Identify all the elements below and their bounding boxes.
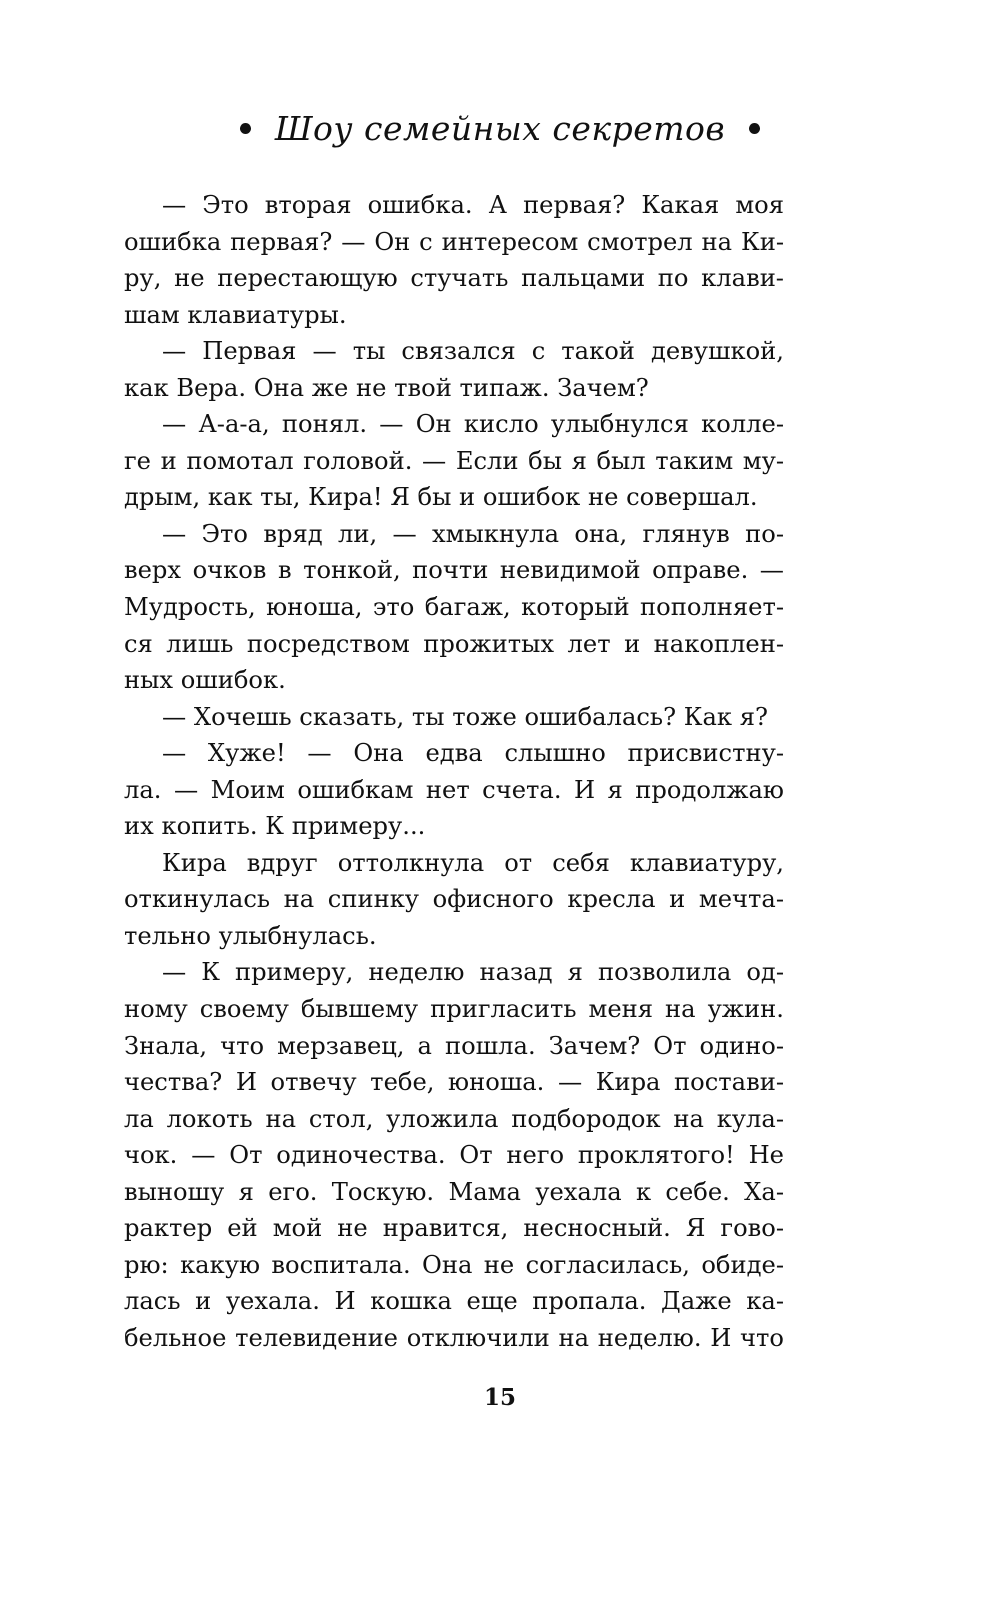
text-line: верх очков в тонкой, почти невидимой оправе. — [124, 556, 784, 585]
running-head-title: Шоу семейных секретов [274, 109, 726, 148]
text-line: чок. — От одиночества. От него проклятого! Не [124, 1141, 784, 1170]
text-line: как Вера. Она же не твой типаж. Зачем? [124, 373, 649, 402]
text-line: — К примеру, неделю назад я позволила од- [162, 958, 784, 987]
text-line: ному своему бывшему пригласить меня на ужин. [124, 995, 784, 1024]
body-text [124, 187, 784, 1357]
text-line: Мудрость, юноша, это багаж, который пополняет- [124, 593, 784, 622]
text-line: ру, не перестающую стучать пальцами по клави- [124, 264, 784, 293]
text-line: рю: какую воспитала. Она не согласилась, обиде- [124, 1250, 784, 1279]
text-line: их копить. К примеру... [124, 812, 426, 841]
text-line: откинулась на спинку офисного кресла и мечта- [124, 885, 784, 914]
left-bullet-ornament [240, 123, 251, 134]
text-line: — Это вряд ли, — хмыкнула она, глянув по- [162, 519, 784, 548]
text-line: — Это вторая ошибка. А первая? Какая моя [162, 191, 784, 219]
text-line: рактер ей мой не нравится, несносный. Я гово- [124, 1214, 784, 1243]
text-line: тельно улыбнулась. [124, 921, 377, 950]
page-number: 15 [483, 1384, 516, 1411]
text-line: бельное телевидение отключили на неделю. И что [124, 1323, 784, 1352]
text-line: ся лишь посредством прожитых лет и накоплен- [124, 629, 784, 658]
text-line: Кира вдруг оттолкнула от себя клавиатуру, [162, 848, 784, 877]
text-line: — Хуже! — Она едва слышно присвистну- [162, 739, 784, 768]
text-line: выношу я его. Тоскую. Мама уехала к себе. Ха- [124, 1177, 784, 1206]
text-line: ла. — Моим ошибкам нет счета. И я продолжаю [124, 775, 784, 804]
text-line: чества? И отвечу тебе, юноша. — Кира постави- [124, 1068, 784, 1097]
text-line: — Первая — ты связался с такой девушкой, [162, 337, 784, 366]
text-line: шам клавиатуры. [124, 300, 347, 329]
text-line: ге и помотал головой. — Если бы я был таким му- [124, 446, 784, 475]
text-line: ных ошибок. [124, 666, 286, 695]
text-line: — А-а-а, понял. — Он кисло улыбнулся колле- [162, 410, 784, 439]
text-line: лась и уехала. И кошка еще пропала. Даже ка- [124, 1287, 784, 1316]
right-bullet-ornament [749, 123, 760, 134]
text-line: Знала, что мерзавец, а пошла. Зачем? От одино- [124, 1031, 784, 1060]
text-line: дрым, как ты, Кира! Я бы и ошибок не совершал. [124, 483, 758, 512]
text-line: ла локоть на стол, уложила подбородок на кула- [124, 1104, 784, 1133]
running-head [0, 109, 1000, 148]
text-line: ошибка первая? — Он с интересом смотрел на Ки- [124, 227, 784, 256]
text-line: — Хочешь сказать, ты тоже ошибалась? Как я? [162, 702, 768, 731]
